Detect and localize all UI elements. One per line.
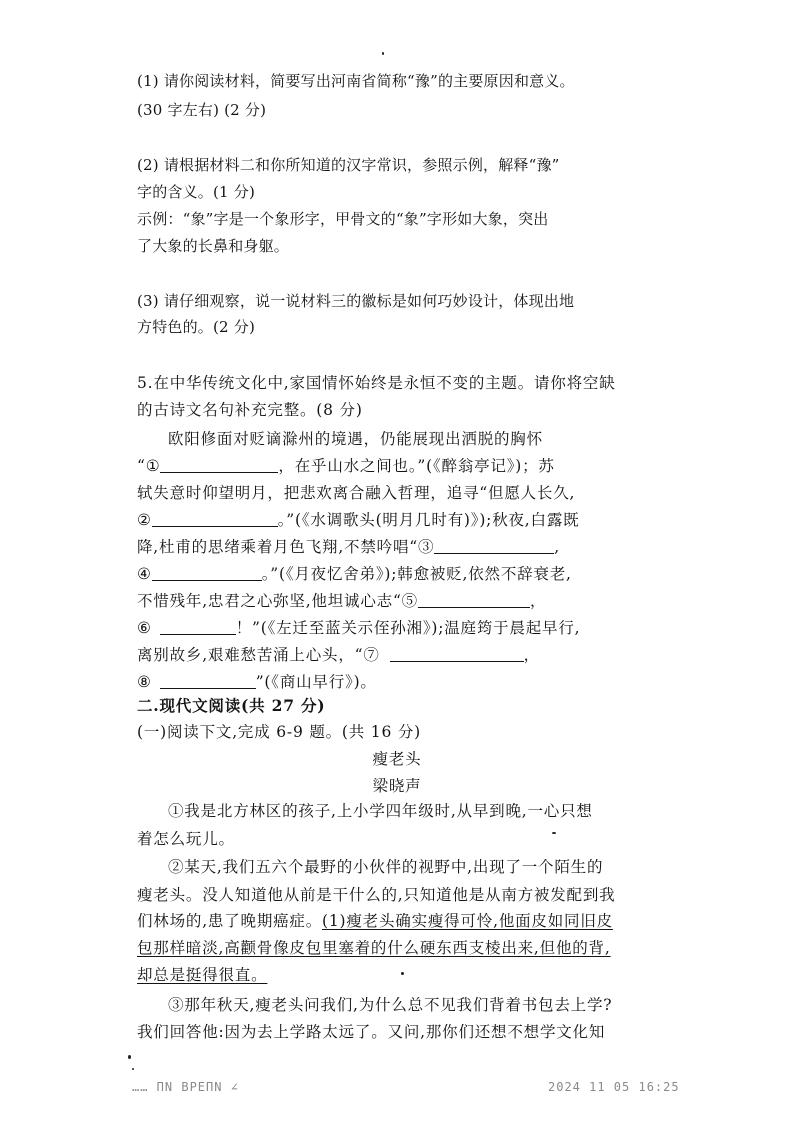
footer-scan-text: …… ΠΝ ΒΡΕΠΝ ∠ bbox=[132, 1080, 239, 1094]
q5-line7 bbox=[137, 538, 560, 556]
scan-speck bbox=[382, 52, 384, 55]
scan-speck bbox=[128, 1055, 131, 1059]
article-author: 梁晓声 bbox=[372, 777, 422, 795]
para3-line2: 我们回答他:因为去上学路太远了。又问,那你们还想不想学文化知 bbox=[137, 1023, 606, 1041]
para2-line3 bbox=[137, 912, 613, 930]
q5-line9-prefix: 不惜残年,忠君之心弥坚,他坦诚心志“⑤ bbox=[137, 592, 418, 610]
q5-line6-suffix: 。”(《水调歌头(明月几时有)》);秋夜,白露既 bbox=[277, 511, 580, 529]
q5-line5: 轼失意时仰望明月，把悲欢离合融入哲理，追寻“但愿人长久, bbox=[137, 484, 576, 502]
underlined-sentence-1-start: (1)瘦老头确实瘦得可怜,他面皮如同旧皮 bbox=[322, 912, 613, 930]
scan-speck bbox=[132, 1068, 134, 1070]
q4-sub1-line2: (30 字左右) (2 分) bbox=[137, 101, 267, 119]
q5-line4 bbox=[137, 457, 555, 475]
q5-line7-prefix: 降,杜甫的思绪乘着月色飞翔,不禁吟唱“③ bbox=[137, 538, 435, 556]
q5-line3: 欧阳修面对贬谪滁州的境遇，仍能展现出洒脱的胸怀 bbox=[168, 430, 543, 448]
scan-timestamp: 2024 11 05 16:25 bbox=[548, 1080, 680, 1094]
q5-line11 bbox=[137, 646, 540, 664]
q5-line8-suffix: 。”(《月夜忆舍弟》);韩愈被贬,依然不辞衰老, bbox=[261, 565, 572, 583]
answer-blank-1[interactable] bbox=[160, 458, 278, 473]
q5-line10 bbox=[137, 619, 580, 637]
q4-example-line1: 示例：“象”字是一个象形字，甲骨文的“象”字形如大象，突出 bbox=[137, 210, 549, 228]
answer-blank-4[interactable] bbox=[152, 566, 262, 581]
q5-line4-prefix: “① bbox=[137, 457, 161, 475]
q5-line1: 5.在中华传统文化中,家国情怀始终是永恒不变的主题。请你将空缺 bbox=[137, 374, 616, 392]
para2-line3-plain: 们林场的,患了晚期癌症。 bbox=[137, 912, 323, 930]
q5-line9-suffix: ， bbox=[529, 592, 547, 610]
para1-line2: 着怎么玩儿。 bbox=[137, 830, 235, 848]
q4-sub3-line2: 方特色的。(2 分) bbox=[137, 318, 256, 336]
section2-subheading: (一)阅读下文,完成 6-9 题。(共 16 分) bbox=[137, 723, 422, 741]
q5-line12-suffix: ”(《商山早行》)。 bbox=[255, 673, 377, 691]
q5-line9 bbox=[137, 592, 546, 610]
q5-line6 bbox=[137, 511, 579, 529]
q5-line11-suffix: ， bbox=[523, 646, 540, 664]
para2-line2: 瘦老头。没人知道他从前是干什么的,只知道他是从南方被发配到我 bbox=[137, 886, 616, 904]
answer-blank-5[interactable] bbox=[418, 593, 530, 608]
underlined-sentence-1-end: 却总是挺得很直。 bbox=[137, 966, 268, 984]
answer-blank-7[interactable] bbox=[390, 647, 524, 662]
q4-sub2-line2: 字的含义。(1 分) bbox=[137, 183, 256, 201]
answer-blank-3[interactable] bbox=[434, 539, 554, 554]
answer-blank-2[interactable] bbox=[152, 512, 278, 527]
q4-sub1-line1: (1) 请你阅读材料，简要写出河南省简称“豫”的主要原因和意义。 bbox=[137, 72, 575, 90]
answer-blank-8[interactable] bbox=[160, 674, 256, 689]
underlined-sentence-1-middle: 包那样暗淡,高颧骨像皮包里塞着的什么硬东西支棱出来,但他的背, bbox=[137, 939, 611, 957]
q5-line8 bbox=[137, 565, 572, 583]
q5-line7-suffix: , bbox=[554, 538, 561, 556]
q4-sub3-line1: (3) 请仔细观察，说一说材料三的徽标是如何巧妙设计，体现出地 bbox=[137, 292, 575, 310]
q5-line2: 的古诗文名句补充完整。(8 分) bbox=[137, 401, 363, 419]
scan-speck bbox=[401, 972, 404, 975]
answer-blank-6[interactable] bbox=[160, 620, 236, 635]
q5-line8-prefix: ④ bbox=[137, 565, 152, 583]
q5-line11-prefix: 离别故乡,艰难愁苦涌上心头，“⑦ bbox=[137, 646, 380, 664]
scan-speck bbox=[552, 832, 556, 834]
q4-sub2-line1: (2) 请根据材料二和你所知道的汉字常识，参照示例，解释“豫” bbox=[137, 156, 560, 174]
q5-line12 bbox=[137, 673, 377, 691]
para2-line1: ②某天,我们五六个最野的小伙伴的视野中,出现了一个陌生的 bbox=[168, 858, 604, 876]
q5-line12-prefix: ⑧ bbox=[137, 673, 152, 691]
section2-heading: 二.现代文阅读(共 27 分) bbox=[137, 696, 326, 715]
article-title: 瘦老头 bbox=[372, 750, 422, 768]
para3-line1: ③那年秋天,瘦老头问我们,为什么总不见我们背着书包去上学? bbox=[168, 996, 613, 1014]
para1-line1: ①我是北方林区的孩子,上小学四年级时,从早到晚,一心只想 bbox=[168, 802, 593, 820]
q5-line10-prefix: ⑥ bbox=[137, 619, 152, 637]
q5-line6-prefix: ② bbox=[137, 511, 152, 529]
q4-example-line2: 了大象的长鼻和身躯。 bbox=[137, 237, 290, 255]
q5-line10-suffix: ！”(《左迁至蓝关示侄孙湘》);温庭筠于晨起早行, bbox=[235, 619, 581, 637]
q5-line4-suffix: ，在乎山水之间也。”(《醉翁亭记》)；苏 bbox=[278, 457, 555, 475]
